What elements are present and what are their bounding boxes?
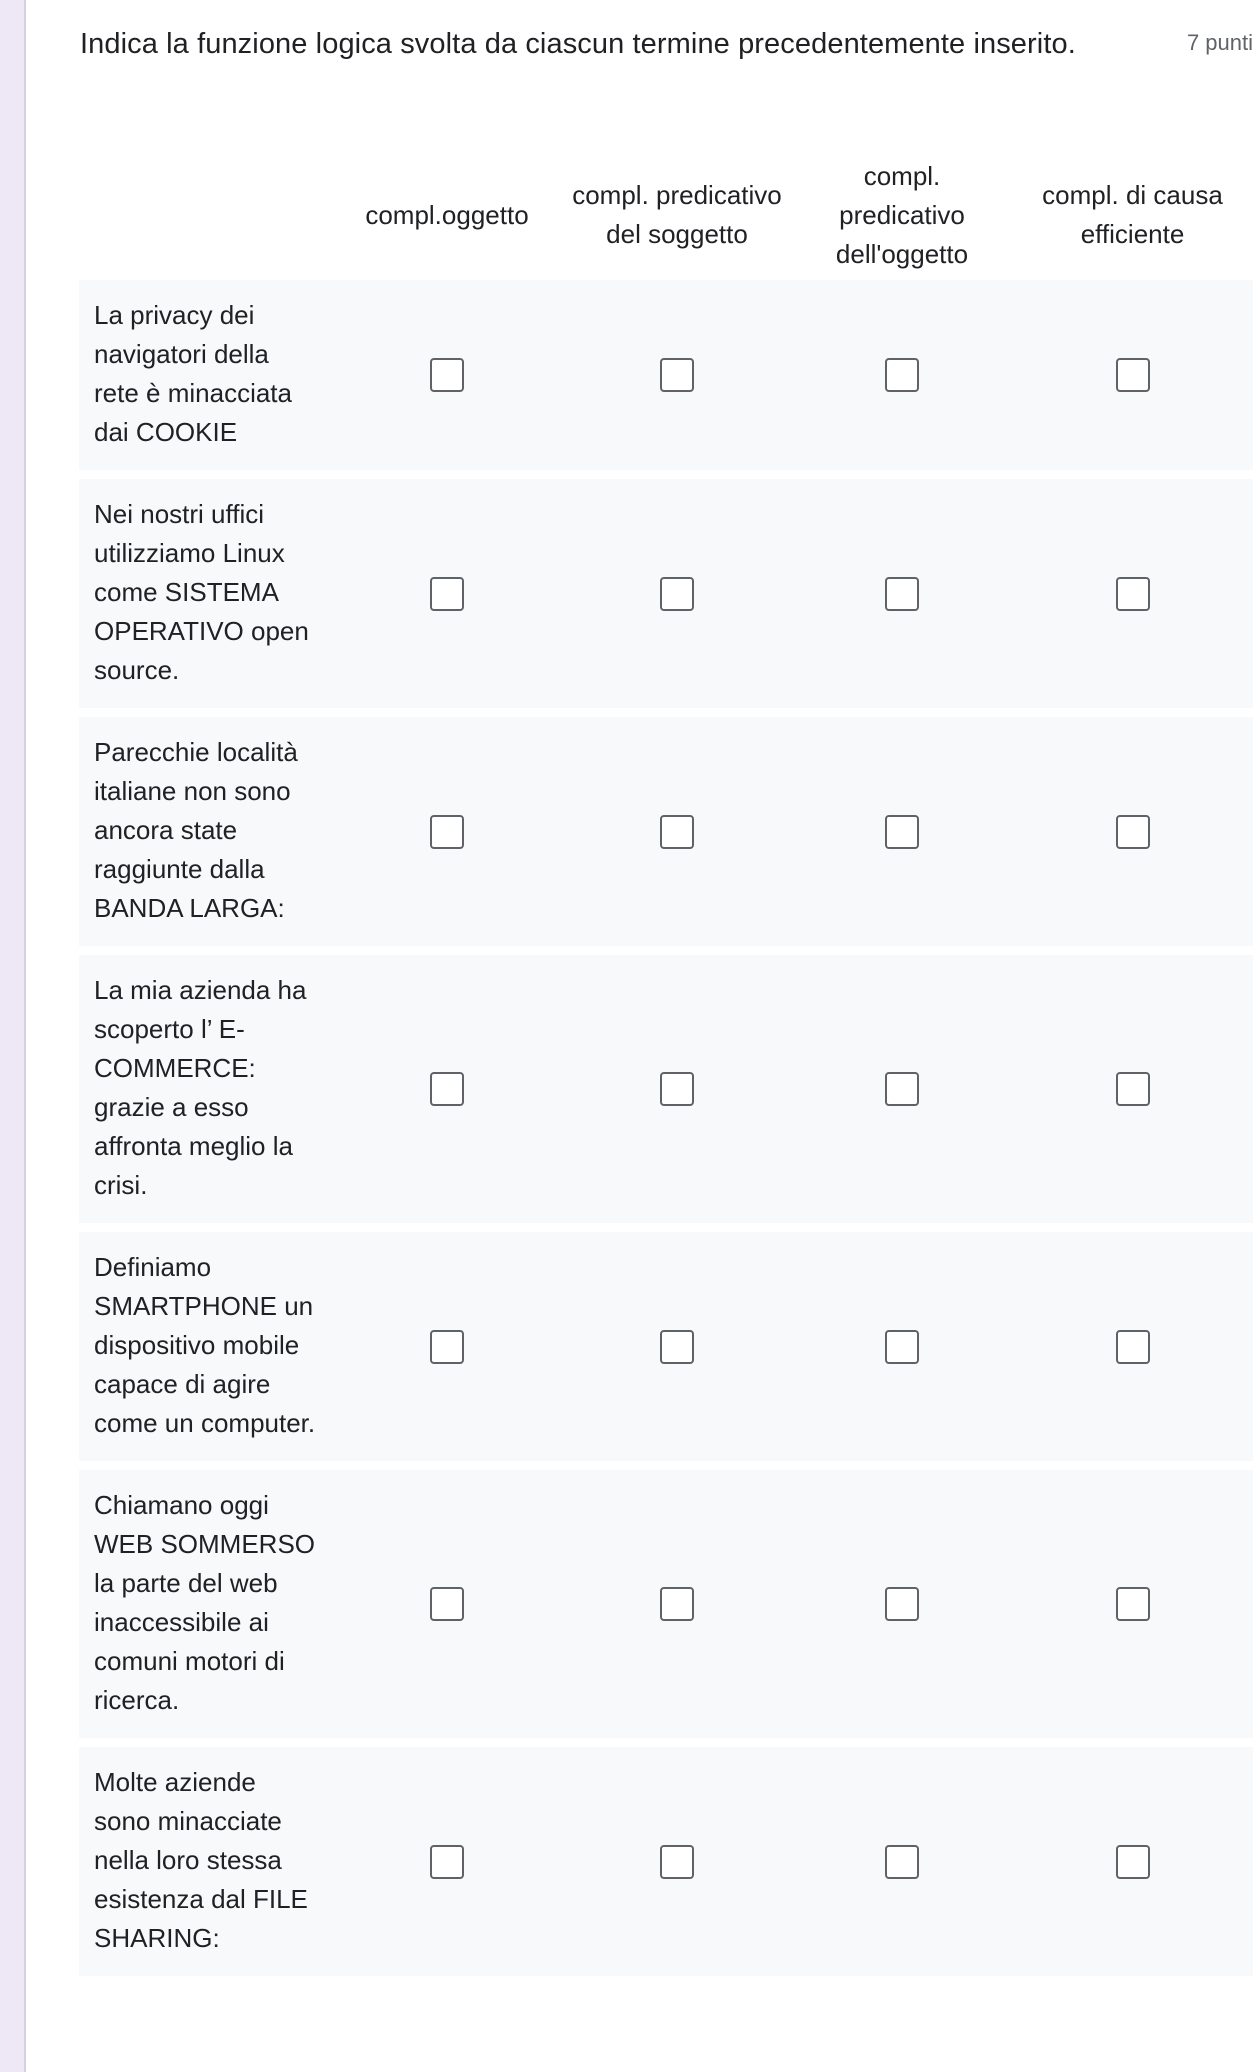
checkbox[interactable] bbox=[1116, 1330, 1150, 1364]
checkbox[interactable] bbox=[660, 1587, 694, 1621]
row-label: Chiamano oggi WEB SOMMERSO la parte del web inaccessibile ai comuni motori di ricerca. bbox=[94, 1490, 316, 1715]
question-points: 7 punti bbox=[1186, 30, 1253, 55]
checkbox[interactable] bbox=[885, 1587, 919, 1621]
checkbox[interactable] bbox=[885, 577, 919, 611]
row-label: Parecchie località italiane non sono ancora state raggiunte dalla BANDA LARGA: bbox=[94, 737, 298, 923]
question-header bbox=[80, 22, 1253, 67]
grid-row bbox=[79, 1470, 1253, 1738]
checkbox[interactable] bbox=[1116, 1587, 1150, 1621]
grid-row bbox=[79, 280, 1253, 470]
checkbox[interactable] bbox=[1116, 1072, 1150, 1106]
grid-row bbox=[79, 1232, 1253, 1461]
checkbox[interactable] bbox=[1116, 577, 1150, 611]
row-label: Nei nostri uffici utilizziamo Linux come SISTEMA OPERATIVO open source. bbox=[94, 499, 309, 685]
checkbox[interactable] bbox=[1116, 358, 1150, 392]
checkbox[interactable] bbox=[885, 1330, 919, 1364]
checkbox[interactable] bbox=[430, 1330, 464, 1364]
column-header: compl.oggetto bbox=[365, 199, 529, 230]
checkbox[interactable] bbox=[660, 1330, 694, 1364]
card-accent-strip bbox=[0, 0, 26, 2072]
checkbox[interactable] bbox=[660, 1072, 694, 1106]
row-label: La mia azienda ha scoperto l’ E-COMMERCE: grazie a esso affronta meglio la crisi. bbox=[94, 975, 307, 1200]
checkbox[interactable] bbox=[885, 1845, 919, 1879]
checkbox[interactable] bbox=[1116, 1845, 1150, 1879]
question-title: Indica la funzione logica svolta da ciascun termine precedentemente inserito. bbox=[80, 28, 1076, 60]
checkbox[interactable] bbox=[1116, 815, 1150, 849]
checkbox[interactable] bbox=[430, 577, 464, 611]
row-label: La privacy dei navigatori della rete è minacciata dai COOKIE bbox=[94, 300, 292, 447]
checkbox[interactable] bbox=[660, 815, 694, 849]
checkbox[interactable] bbox=[885, 815, 919, 849]
checkbox[interactable] bbox=[660, 577, 694, 611]
checkbox[interactable] bbox=[430, 1072, 464, 1106]
checkbox-grid bbox=[79, 150, 1253, 1985]
checkbox[interactable] bbox=[885, 358, 919, 392]
checkbox[interactable] bbox=[430, 1845, 464, 1879]
checkbox[interactable] bbox=[430, 815, 464, 849]
checkbox[interactable] bbox=[660, 1845, 694, 1879]
grid-row bbox=[79, 717, 1253, 946]
checkbox[interactable] bbox=[430, 358, 464, 392]
grid-row bbox=[79, 1747, 1253, 1976]
column-header: compl. di causa efficiente bbox=[1042, 180, 1223, 249]
row-label: Molte aziende sono minacciate nella loro stessa esistenza dal FILE SHARING: bbox=[94, 1767, 308, 1953]
grid-row bbox=[79, 479, 1253, 708]
row-label: Definiamo SMARTPHONE un dispositivo mobile capace di agire come un computer. bbox=[94, 1252, 316, 1438]
checkbox[interactable] bbox=[660, 358, 694, 392]
checkbox[interactable] bbox=[885, 1072, 919, 1106]
column-header: compl. predicativo del soggetto bbox=[572, 180, 782, 249]
question-card bbox=[26, 0, 1253, 2072]
grid-row bbox=[79, 955, 1253, 1223]
column-header: compl. predicativo dell'oggetto bbox=[835, 160, 969, 269]
grid-column-headers bbox=[79, 150, 1253, 280]
checkbox[interactable] bbox=[430, 1587, 464, 1621]
